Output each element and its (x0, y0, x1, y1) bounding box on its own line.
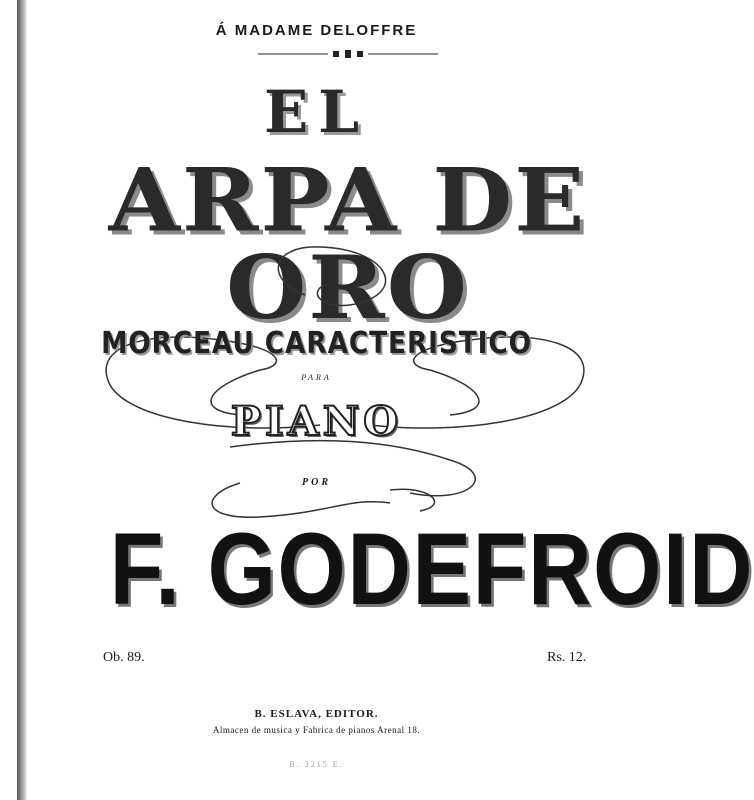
title-main: ARPA DE ORO (108, 149, 587, 339)
para-label: PARA (301, 373, 332, 382)
dedication-ornament (258, 48, 438, 60)
plate-number: B. 3215 E. (289, 760, 344, 769)
composer-name: F. GODEFROID (109, 512, 754, 626)
title-article: EL (264, 78, 369, 146)
publisher: B. ESLAVA, EDITOR. (254, 708, 379, 720)
price: Rs. 12. (547, 650, 587, 665)
subtitle: MORCEAU CARACTERISTICO (101, 326, 532, 361)
opus-number: Ob. 89. (103, 650, 145, 665)
por-label: POR (302, 477, 331, 488)
publisher-address: Almacen de musica y Fabrica de pianos Arenal 18. (212, 725, 421, 735)
dedication: Á MADAME DELOFFRE (215, 22, 418, 39)
instrument: PIANO (230, 398, 403, 445)
